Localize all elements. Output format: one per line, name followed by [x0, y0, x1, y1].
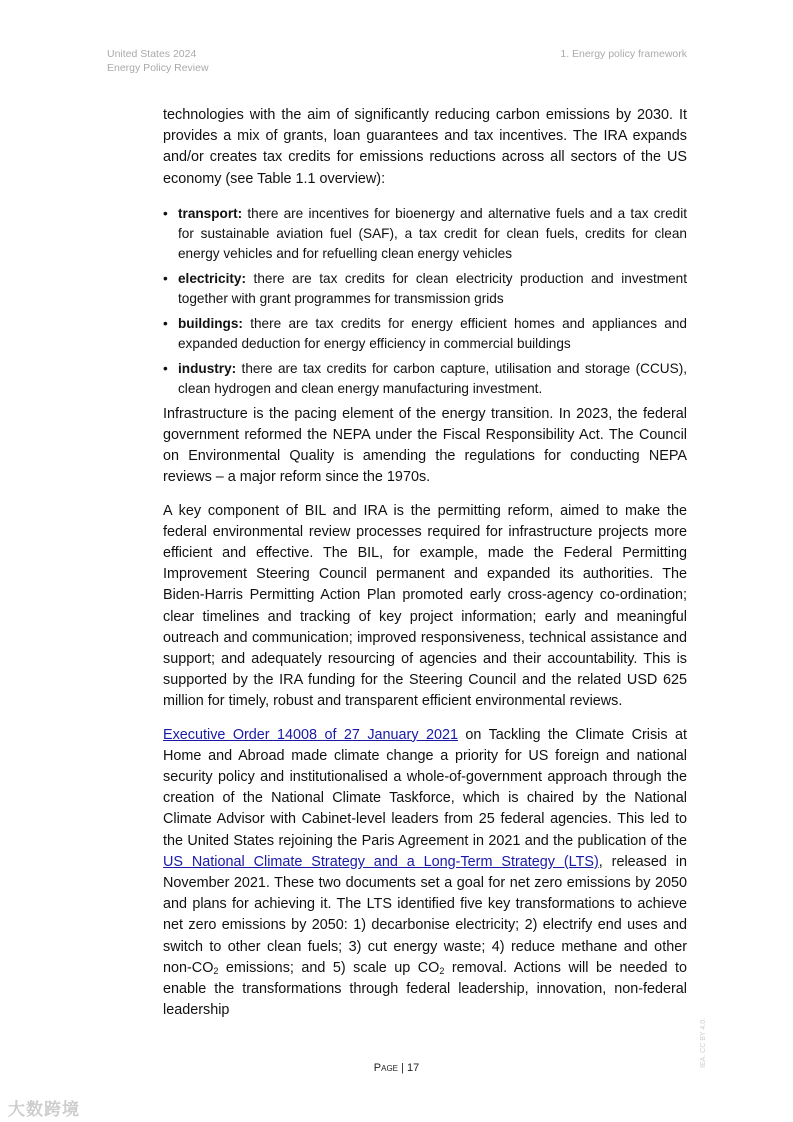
- list-item: [163, 204, 687, 264]
- paragraph-text: emissions; and 5) scale up CO: [218, 959, 440, 976]
- running-header-chapter: 1. Energy policy framework: [560, 48, 687, 60]
- paragraph-text: , released in November 2021. These two documents set a goal for net zero emissions by 2050 and plans for achieving it. The LTS identified five key transformations to achieve net zero emissions by 2050: 1) decarbonise electricity; 2) electrify end uses and switch to other clean fuels; 3) cut energy waste; 4) reduce methane and other non-CO: [163, 853, 687, 976]
- paragraph-text: removal. Actions will be needed to enable the transformations through federal leadership, innovation, non-federal leadership: [163, 959, 687, 1019]
- bullet-text: there are tax credits for energy efficient homes and appliances and expanded deduction for energy efficiency in commercial buildings: [178, 315, 687, 351]
- watermark-logo: 大数跨境: [8, 1100, 80, 1119]
- list-item: [163, 314, 687, 354]
- paragraph-text: on Tackling the Climate Crisis at Home and Abroad made climate change a priority for US foreign and national security policy and institutionalised a whole-of-government approach through the creation of the National Climate Taskforce, which is chaired by the National Climate Advisor with Cabinet-level leaders from 25 federal agencies. This led to the United States rejoining the Paris Agreement in 2021 and the publication of the: [163, 726, 688, 849]
- page-separator: |: [398, 1062, 407, 1074]
- bullet-list: [163, 204, 687, 399]
- page-footer: [0, 1062, 793, 1074]
- page-number: 17: [406, 1062, 420, 1074]
- paragraph: [163, 725, 687, 1022]
- subscript: 2: [439, 965, 445, 976]
- paragraph: Infrastructure is the pacing element of the energy transition. In 2023, the federal government reformed the NEPA under the Fiscal Responsibility Act. The Council on Environmental Quality is amending the regulations for conducting NEPA reviews – a major reform since the 1970s.: [163, 405, 687, 486]
- header-report-title: United States 2024: [107, 48, 197, 60]
- bullet-term: industry:: [178, 360, 237, 376]
- bullet-text: there are incentives for bioenergy and alternative fuels and a tax credit for sustainable aviation fuel (SAF), a tax credit for clean fuels, credits for clean energy vehicles and for refuelling clean energy vehicles: [178, 205, 687, 261]
- license-note: IEA. CC BY 4.0.: [700, 1017, 707, 1068]
- paragraph: A key component of BIL and IRA is the permitting reform, aimed to make the federal environmental review processes required for infrastructure projects more efficient and effective. The BIL, for example, made the Federal Permitting Improvement Steering Council permanent and expanded its authorities. The Biden-Harris Permitting Action Plan promoted early cross-agency co-ordination; clear timelines and tracking of key project information; early and meaningful outreach and communication; improved responsiveness, technical assistance and support; and adequately resourcing of agencies and their accountability. This is supported by the IRA funding for the Steering Council and the related USD 625 million for timely, robust and transparent efficient environmental reviews.: [163, 502, 687, 710]
- paragraph: technologies with the aim of significantly reducing carbon emissions by 2030. It provides a mix of grants, loan guarantees and tax incentives. The IRA expands and/or creates tax credits for emissions reductions across all sectors of the US economy (see Table 1.1 overview):: [163, 107, 687, 187]
- executive-order-link[interactable]: Executive Order 14008 of 27 January 2021: [163, 726, 458, 743]
- climate-strategy-link[interactable]: US National Climate Strategy and a Long-Term Strategy (LTS): [163, 853, 599, 870]
- bullet-text: there are tax credits for carbon capture, utilisation and storage (CCUS), clean hydrogen and clean energy manufacturing investment.: [178, 360, 687, 396]
- bullet-term: transport:: [178, 205, 243, 221]
- bullet-text: there are tax credits for clean electricity production and investment together with grant programmes for transmission grids: [178, 270, 687, 306]
- list-item: [163, 359, 687, 399]
- running-header-left: [107, 47, 209, 75]
- subscript: 2: [213, 965, 219, 976]
- page-body: [163, 105, 687, 1022]
- bullet-term: electricity:: [178, 270, 247, 286]
- bullet-term: buildings:: [178, 315, 243, 331]
- list-item: [163, 269, 687, 309]
- header-report-subtitle: Energy Policy Review: [107, 62, 209, 74]
- page-label: Page: [373, 1062, 398, 1074]
